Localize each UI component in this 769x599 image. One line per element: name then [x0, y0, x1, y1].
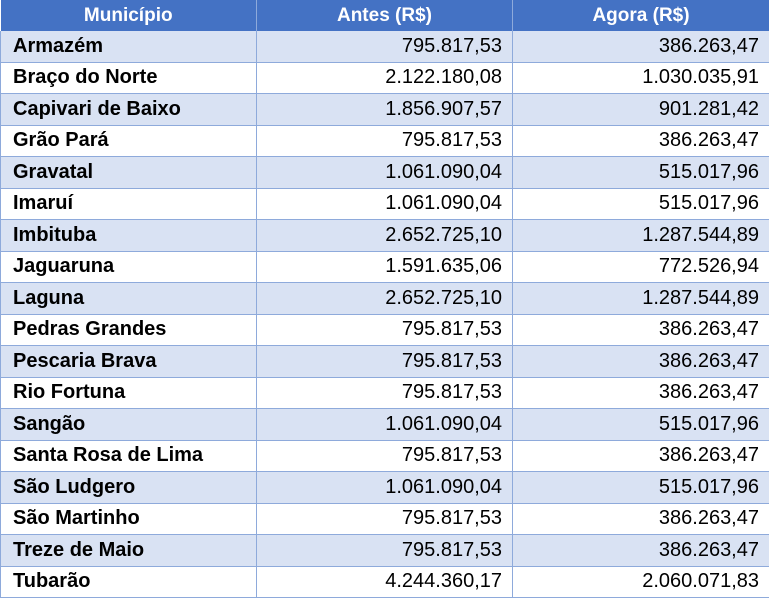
agora-value-cell: 386.263,47 — [513, 346, 769, 378]
table-row — [1, 535, 769, 567]
municipio-cell: Tubarão — [1, 566, 257, 598]
antes-value-cell: 795.817,53 — [257, 440, 513, 472]
table-row — [1, 346, 769, 378]
antes-value-cell: 2.652.725,10 — [257, 283, 513, 315]
municipio-cell: Grão Pará — [1, 125, 257, 157]
table-row — [1, 409, 769, 441]
table-row — [1, 566, 769, 598]
municipio-cell: Sangão — [1, 409, 257, 441]
antes-value-cell: 795.817,53 — [257, 125, 513, 157]
municipio-cell: Imbituba — [1, 220, 257, 252]
agora-value-cell: 386.263,47 — [513, 125, 769, 157]
agora-value-cell: 901.281,42 — [513, 94, 769, 126]
table-row — [1, 503, 769, 535]
agora-value-cell: 386.263,47 — [513, 314, 769, 346]
table-row — [1, 62, 769, 94]
table-row — [1, 188, 769, 220]
municipio-cell: Braço do Norte — [1, 62, 257, 94]
municipio-cell: Gravatal — [1, 157, 257, 189]
agora-value-cell: 386.263,47 — [513, 440, 769, 472]
table-row — [1, 377, 769, 409]
table-row — [1, 472, 769, 504]
agora-value-cell: 515.017,96 — [513, 157, 769, 189]
antes-value-cell: 795.817,53 — [257, 503, 513, 535]
antes-value-cell: 795.817,53 — [257, 314, 513, 346]
antes-value-cell: 1.061.090,04 — [257, 472, 513, 504]
agora-value-cell: 515.017,96 — [513, 409, 769, 441]
municipio-cell: Pedras Grandes — [1, 314, 257, 346]
table-row — [1, 157, 769, 189]
header-municipio: Município — [1, 0, 257, 31]
agora-value-cell: 515.017,96 — [513, 188, 769, 220]
table-row — [1, 440, 769, 472]
antes-value-cell: 1.856.907,57 — [257, 94, 513, 126]
municipio-cell: Jaguaruna — [1, 251, 257, 283]
agora-value-cell: 1.287.544,89 — [513, 220, 769, 252]
municipio-cell: Pescaria Brava — [1, 346, 257, 378]
table-row — [1, 314, 769, 346]
header-agora: Agora (R$) — [513, 0, 769, 31]
agora-value-cell: 1.287.544,89 — [513, 283, 769, 315]
table-row — [1, 125, 769, 157]
antes-value-cell: 1.591.635,06 — [257, 251, 513, 283]
header-antes: Antes (R$) — [257, 0, 513, 31]
municipio-cell: Laguna — [1, 283, 257, 315]
antes-value-cell: 795.817,53 — [257, 377, 513, 409]
antes-value-cell: 2.652.725,10 — [257, 220, 513, 252]
antes-value-cell: 795.817,53 — [257, 346, 513, 378]
municipio-cell: Treze de Maio — [1, 535, 257, 567]
table-body — [1, 31, 769, 598]
municipio-cell: São Martinho — [1, 503, 257, 535]
table-row — [1, 283, 769, 315]
agora-value-cell: 1.030.035,91 — [513, 62, 769, 94]
antes-value-cell: 1.061.090,04 — [257, 188, 513, 220]
antes-value-cell: 4.244.360,17 — [257, 566, 513, 598]
header-row — [1, 0, 769, 31]
table-row — [1, 94, 769, 126]
antes-value-cell: 2.122.180,08 — [257, 62, 513, 94]
antes-value-cell: 795.817,53 — [257, 31, 513, 62]
agora-value-cell: 386.263,47 — [513, 535, 769, 567]
table-row — [1, 31, 769, 62]
antes-value-cell: 1.061.090,04 — [257, 409, 513, 441]
agora-value-cell: 772.526,94 — [513, 251, 769, 283]
agora-value-cell: 515.017,96 — [513, 472, 769, 504]
municipio-cell: Imaruí — [1, 188, 257, 220]
municipio-cell: Santa Rosa de Lima — [1, 440, 257, 472]
table-row — [1, 220, 769, 252]
agora-value-cell: 2.060.071,83 — [513, 566, 769, 598]
agora-value-cell: 386.263,47 — [513, 31, 769, 62]
table-header — [1, 0, 769, 31]
antes-value-cell: 1.061.090,04 — [257, 157, 513, 189]
municipio-cell: Capivari de Baixo — [1, 94, 257, 126]
agora-value-cell: 386.263,47 — [513, 503, 769, 535]
table-row — [1, 251, 769, 283]
agora-value-cell: 386.263,47 — [513, 377, 769, 409]
municipio-cell: Armazém — [1, 31, 257, 62]
municipio-cell: Rio Fortuna — [1, 377, 257, 409]
municipio-cell: São Ludgero — [1, 472, 257, 504]
antes-value-cell: 795.817,53 — [257, 535, 513, 567]
